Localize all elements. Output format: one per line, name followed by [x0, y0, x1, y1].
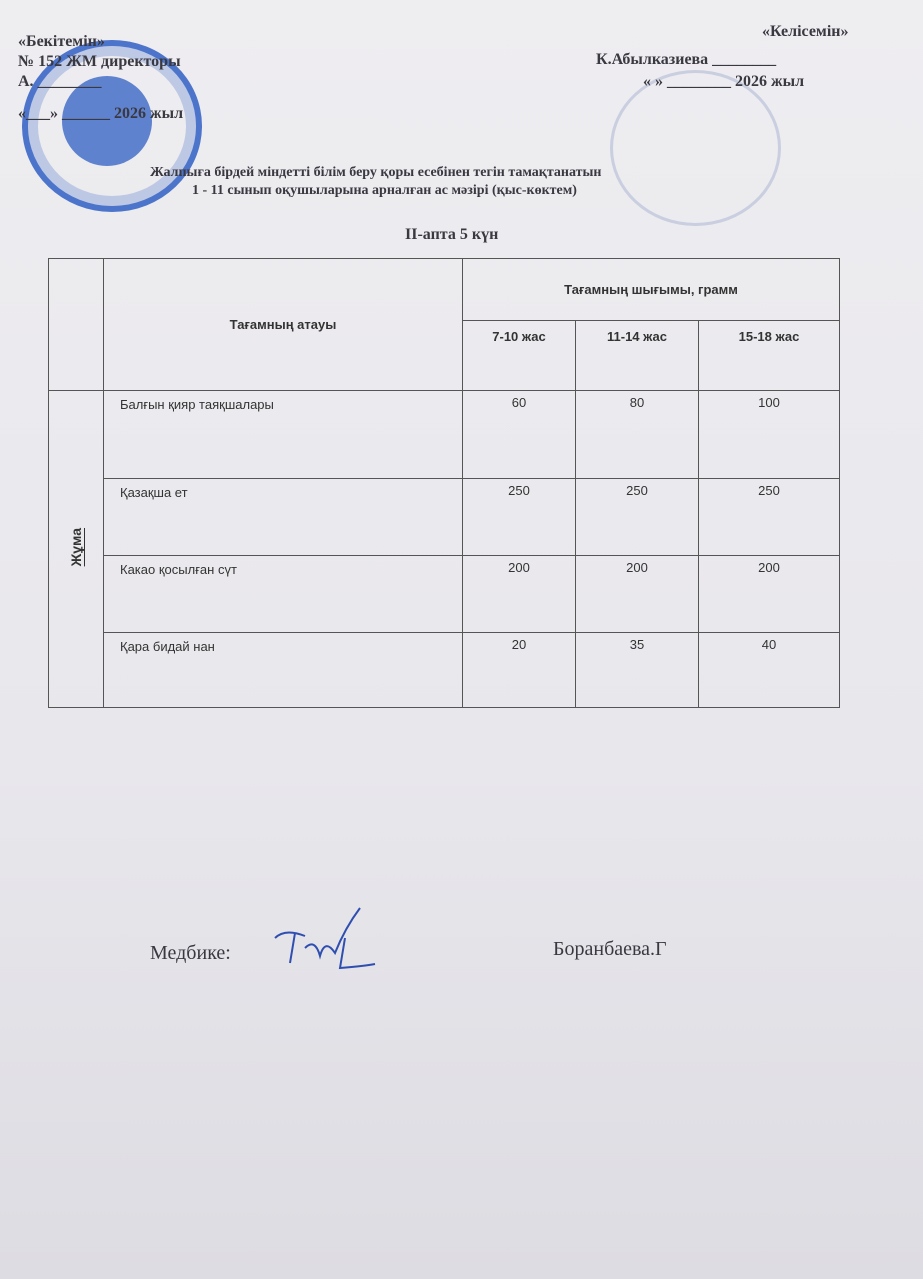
day-cell [49, 391, 104, 708]
nurse-label: Медбике: [150, 942, 231, 964]
approval-right-line2: К.Абылказиева ________ [596, 51, 777, 68]
age-header: 15-18 жас [699, 321, 840, 391]
value-cell: 60 [463, 391, 576, 479]
value-cell: 200 [463, 556, 576, 633]
value-cell: 250 [576, 479, 699, 556]
value-cell: 80 [576, 391, 699, 479]
age-header: 11-14 жас [576, 321, 699, 391]
faded-seal-stamp [610, 70, 781, 226]
table-row [49, 633, 840, 708]
approval-left-line1: «Бекітемін» [18, 33, 105, 50]
value-cell: 35 [576, 633, 699, 708]
title-line1: Жалпыға бірдей міндетті білім беру қоры есебінен тегін тамақтанатын [150, 165, 602, 180]
col-yield-header: Тағамның шығымы, грамм [463, 259, 840, 321]
value-cell: 250 [463, 479, 576, 556]
dish-name: Балғын қияр таяқшалары [104, 391, 463, 479]
dish-name: Қара бидай нан [104, 633, 463, 708]
value-cell: 200 [576, 556, 699, 633]
value-cell: 250 [699, 479, 840, 556]
col-name-header: Тағамның атауы [104, 259, 463, 391]
approval-left-line2: № 152 ЖМ директоры [18, 53, 181, 70]
week-title: ІІ-апта 5 күн [405, 226, 499, 243]
title-line2: 1 - 11 сынып оқушыларына арналған ас мәзірі (қыс-көктем) [192, 183, 577, 198]
menu-table [48, 258, 840, 708]
dish-name: Қазақша ет [104, 479, 463, 556]
approval-left-line4: «___» ______ 2026 жыл [18, 105, 184, 122]
approval-right-line3: « » ________ 2026 жыл [643, 73, 805, 90]
value-cell: 200 [699, 556, 840, 633]
age-header: 7-10 жас [463, 321, 576, 391]
day-header-cell [49, 259, 104, 391]
approval-left-line3: А. ________ [18, 73, 102, 90]
nurse-name: Боранбаева.Г [553, 938, 667, 960]
day-label: Жұма [68, 528, 84, 567]
approval-right-line1: «Келісемін» [762, 23, 849, 40]
dish-name: Какао қосылған сүт [104, 556, 463, 633]
table-row [49, 479, 840, 556]
value-cell: 100 [699, 391, 840, 479]
table-row [49, 556, 840, 633]
value-cell: 40 [699, 633, 840, 708]
value-cell: 20 [463, 633, 576, 708]
table-row [49, 391, 840, 479]
signature-icon [265, 898, 395, 978]
